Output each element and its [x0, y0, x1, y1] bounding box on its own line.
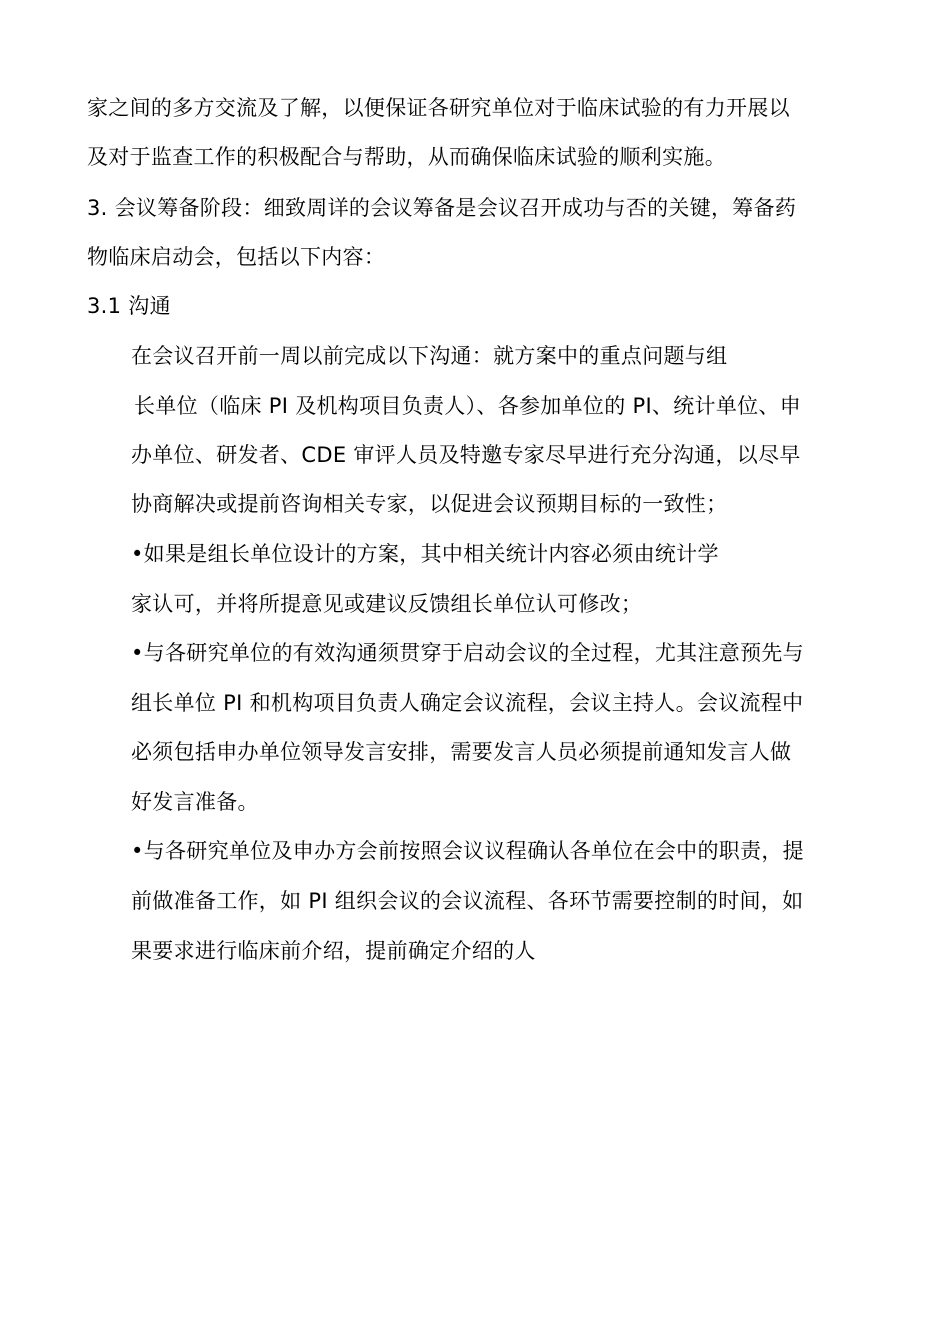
text-line: 及对于监查工作的积极配合与帮助，从而确保临床试验的顺利实施。	[87, 145, 726, 169]
text-line: 家之间的多方交流及了解，以便保证各研究单位对于临床试验的有力开展以	[87, 96, 790, 120]
text-line: 前做准备工作，如 PI 组织会议的会议流程、各环节需要控制的时间，如	[131, 889, 804, 913]
bullet-item: •如果是组长单位设计的方案，其中相关统计内容必须由统计学	[131, 542, 719, 566]
text-line: 家认可，并将所提意见或建议反馈组长单位认可修改；	[131, 592, 643, 616]
text-line: 3. 会议筹备阶段：细致周详的会议筹备是会议召开成功与否的关键，筹备药	[87, 196, 797, 220]
text-line: 组长单位 PI 和机构项目负责人确定会议流程，会议主持人。会议流程中	[131, 691, 804, 715]
text-line: 物临床启动会，包括以下内容：	[87, 245, 386, 269]
text-line: 办单位、研发者、CDE 审评人员及特邀专家尽早进行充分沟通，以尽早	[131, 443, 801, 467]
section-heading: 3.1 沟通	[87, 294, 171, 318]
text-line: 协商解决或提前咨询相关专家，以促进会议预期目标的一致性；	[131, 492, 728, 516]
bullet-item: •与各研究单位及申办方会前按照会议议程确认各单位在会中的职责，提	[131, 839, 804, 863]
text-line: 好发言准备。	[131, 790, 259, 814]
text-line: 果要求进行临床前介绍，提前确定介绍的人	[131, 939, 536, 963]
bullet-item: •与各研究单位的有效沟通须贯穿于启动会议的全过程，尤其注意预先与	[131, 641, 804, 665]
text-line: 在会议召开前一周以前完成以下沟通：就方案中的重点问题与组	[131, 344, 728, 368]
text-line: 长单位（临床 PI 及机构项目负责人）、各参加单位的 PI、统计单位、申	[134, 394, 802, 418]
text-line: 必须包括申办单位领导发言安排，需要发言人员必须提前通知发言人做	[131, 740, 792, 764]
